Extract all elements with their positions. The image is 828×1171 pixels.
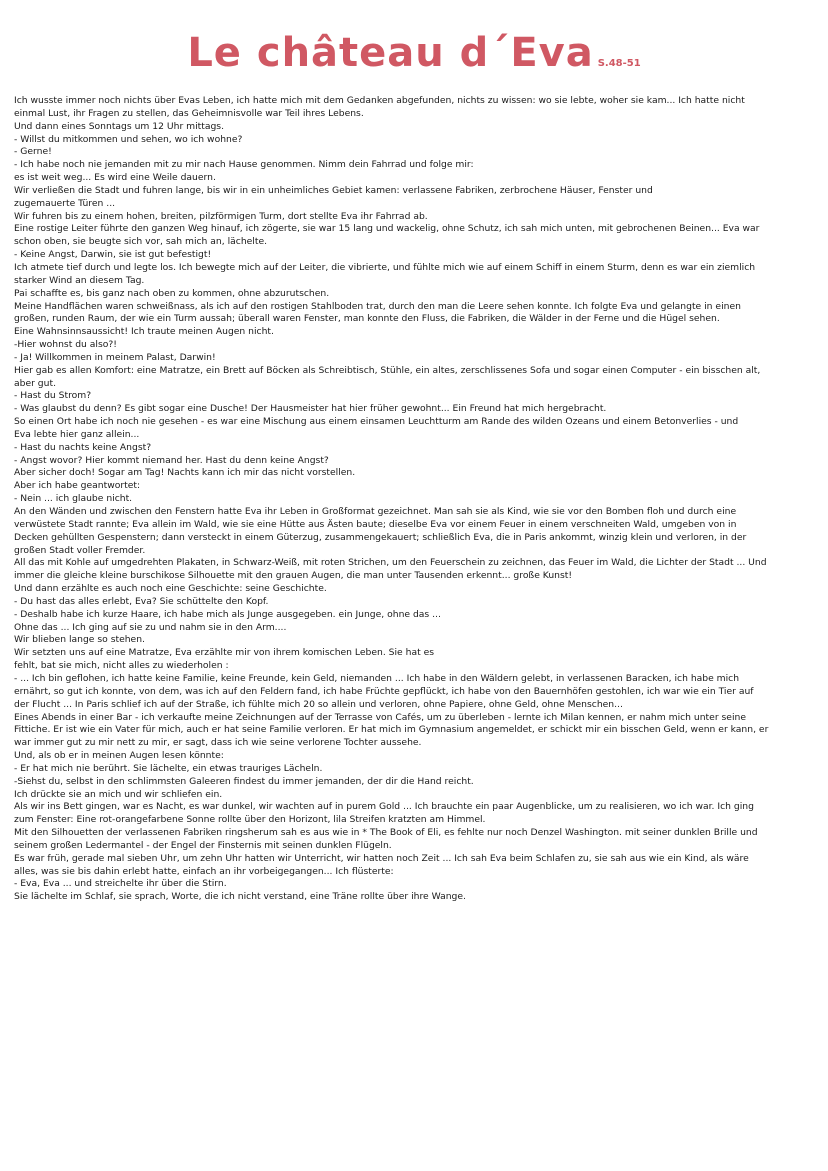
text-line: Decken gehüllten Gespenstern; dann versteckt in einem Güterzug, zusammengekauert; schließlich Eva, die in Paris ankommt, winzig klein und verloren, in der	[14, 531, 747, 543]
text-line: starker Wind an diesem Tag.	[14, 274, 145, 286]
text-line: zugemauerte Türen ...	[14, 197, 116, 209]
text-line: Sie lächelte im Schlaf, sie sprach, Worte, die ich nicht verstand, eine Träne rollte über ihre Wange.	[14, 891, 466, 903]
text-line: immer die gleiche kleine burschikose Silhouette mit den grauen Augen, die man unter Tausenden erkennt... große Kunst!	[14, 570, 573, 582]
text-line: zum Fenster: Eine rot-orangefarbene Sonne rollte über den Horizont, lila Streifen kratzten am Himmel.	[14, 814, 486, 826]
text-line: Ich atmete tief durch und legte los. Ich bewegte mich auf der Leiter, die vibrierte, und fühlte mich wie auf einem Schiff in einem Sturm, denn es war ein ziemlich	[14, 261, 756, 273]
text-line: Als wir ins Bett gingen, war es Nacht, es war dunkel, wir wachten auf in purem Gold ... Ich brauchte ein paar Augenblicke, um zu realisieren, wo ich war. Ich ging	[14, 801, 754, 813]
text-line: Es war früh, gerade mal sieben Uhr, um zehn Uhr hatten wir Unterricht, wir hatten noch Zeit ... Ich sah Eva beim Schlafen zu, sie sah aus wie ein Kind, als wäre	[14, 852, 749, 864]
text-line: großen Stadt voller Fremder.	[14, 544, 146, 556]
text-line: Mit den Silhouetten der verlassenen Fabriken ringsherum sah es aus wie in * The Book of Eli, es fehlte nur noch Denzel Washington. mit seiner dunklen Brille und	[14, 827, 758, 839]
text-line: - Er hat mich nie berührt. Sie lächelte, ein etwas trauriges Lächeln.	[14, 762, 323, 774]
page-title: Le château d´Eva	[187, 30, 594, 76]
text-line: Ich drückte sie an mich und wir schliefen ein.	[14, 788, 223, 800]
text-line: - Eva, Eva ... und streichelte ihr über die Stirn.	[14, 878, 227, 890]
text-line: Und dann eines Sonntags um 12 Uhr mittags.	[14, 120, 225, 132]
text-line: ernährt, so gut ich konnte, von dem, was ich auf den Feldern fand, ich habe Früchte gepflückt, ich habe von den Bauernhöfen gestohlen, ich war wie ein Tier auf	[14, 685, 754, 697]
text-line: - Gerne!	[14, 146, 52, 158]
text-line: Eva lebte hier ganz allein...	[14, 428, 140, 440]
text-line: - Du hast das alles erlebt, Eva? Sie schüttelte den Kopf.	[14, 595, 269, 607]
text-line: -Hier wohnst du also?!	[14, 339, 117, 351]
text-line: Und, als ob er in meinen Augen lesen könnte:	[14, 750, 224, 762]
text-line: Pai schaffte es, bis ganz nach oben zu kommen, ohne abzurutschen.	[14, 287, 330, 299]
text-line: - Hast du Strom?	[14, 390, 92, 402]
text-line: fehlt, bat sie mich, nicht alles zu wiederholen :	[14, 660, 229, 672]
text-line: verwüstete Stadt rannte; Eva allein im Wald, wie sie eine Hütte aus Ästen baute; dieselbe Eva vor einem Feuer in einem verschneiten Wald, umgeben von in	[14, 518, 737, 530]
text-line: Hier gab es allen Komfort: eine Matratze, ein Brett auf Böcken als Schreibtisch, Stühle, ein altes, zerschlissenes Sofa und sogar einen Computer - ein bisschen alt,	[14, 364, 761, 376]
text-line: Ohne das ... Ich ging auf sie zu und nahm sie in den Arm....	[14, 621, 287, 633]
text-line: So einen Ort habe ich noch nie gesehen - es war eine Mischung aus einem einsamen Leuchtturm am Rande des wilden Ozeans und einem Betonverlies - und	[14, 416, 739, 428]
text-line: Eine Wahnsinnsaussicht! Ich traute meinen Augen nicht.	[14, 326, 274, 338]
text-line: der Flucht ... In Paris schlief ich auf der Straße, ich fühlte mich 20 so allein und verloren, ohne Papiere, ohne Geld, ohne Menschen...	[14, 698, 623, 710]
text-line: Aber ich habe geantwortet:	[14, 480, 141, 492]
text-line: schon oben, sie beugte sich vor, sah mich an, lächelte.	[14, 236, 268, 248]
text-line: - Nein ... ich glaube nicht.	[14, 493, 133, 505]
text-line: Aber sicher doch! Sogar am Tag! Nachts kann ich mir das nicht vorstellen.	[14, 467, 356, 479]
text-line: - Ja! Willkommen in meinem Palast, Darwin!	[14, 351, 216, 363]
story-text	[14, 95, 814, 904]
text-line: es ist weit weg... Es wird eine Weile dauern.	[14, 172, 216, 184]
text-line: aber gut.	[14, 377, 56, 389]
text-line: Eine rostige Leiter führte den ganzen Weg hinauf, ich zögerte, sie war 15 lang und wackelig, ohne Schutz, ich sah mich unten, mit gebrochenen Beinen... Eva war	[14, 223, 760, 235]
text-line: - ... Ich bin geflohen, ich hatte keine Familie, keine Freunde, kein Geld, niemanden ... Ich habe in den Wäldern gelebt, in verlassenen Baracken, ich habe mich	[14, 672, 740, 684]
text-line: Und dann erzählte es auch noch eine Geschichte: seine Geschichte.	[14, 583, 327, 595]
page-reference: S.48-51	[597, 58, 641, 69]
text-line: war immer gut zu mir nett zu mir, er sagt, dass ich wie seine verlorene Tochter aussehe.	[14, 737, 422, 749]
text-line: Wir verließen die Stadt und fuhren lange, bis wir in ein unheimliches Gebiet kamen: verlassene Fabriken, zerbrochene Häuser, Fenster und	[14, 184, 653, 196]
text-line: All das mit Kohle auf umgedrehten Plakaten, in Schwarz-Weiß, mit roten Strichen, um den Feuerschein zu zeichnen, das Feuer im Wald, die Lichter der Stadt ... Und	[14, 557, 767, 569]
text-line: alles, was sie bis dahin erlebt hatte, einfach an ihr vorbeigegangen... Ich flüsterte:	[14, 865, 394, 877]
text-line: Meine Handflächen waren schweißnass, als ich auf den rostigen Stahlboden trat, durch den man die Leere sehen konnte. Ich folgte Eva und gelangte in einen	[14, 300, 741, 312]
text-line: An den Wänden und zwischen den Fenstern hatte Eva ihr Leben in Großformat gezeichnet. Man sah sie als Kind, wie sie vor den Bomben floh und durch eine	[14, 506, 737, 517]
title-block	[0, 30, 828, 76]
text-line: -Siehst du, selbst in den schlimmsten Galeeren findest du immer jemanden, der dir die Hand reicht.	[14, 775, 474, 787]
text-line: Wir fuhren bis zu einem hohen, breiten, pilzförmigen Turm, dort stellte Eva ihr Fahrrad ab.	[14, 210, 428, 222]
text-line: Wir blieben lange so stehen.	[14, 634, 145, 646]
text-line: Ich wusste immer noch nichts über Evas Leben, ich hatte mich mit dem Gedanken abgefunden, nichts zu wissen: wo sie lebte, woher sie kam... Ich hatte nicht	[14, 95, 745, 106]
text-line: einmal Lust, ihr Fragen zu stellen, das Geheimnisvolle war Teil ihres Lebens.	[14, 107, 364, 119]
text-line: seinem großen Ledermantel - der Engel der Finsternis mit seinen dunklen Flügeln.	[14, 839, 392, 851]
text-line: - Willst du mitkommen und sehen, wo ich wohne?	[14, 133, 243, 145]
text-line: - Ich habe noch nie jemanden mit zu mir nach Hause genommen. Nimm dein Fahrrad und folge mir:	[14, 159, 474, 171]
text-line: - Was glaubst du denn? Es gibt sogar eine Dusche! Der Hausmeister hat hier früher gewohnt... Ein Freund hat mich hergebracht.	[14, 403, 607, 415]
text-line: Eines Abends in einer Bar - ich verkaufte meine Zeichnungen auf der Terrasse von Cafés, um zu überleben - lernte ich Milan kennen, er nahm mich unter seine	[14, 711, 746, 723]
text-line: - Hast du nachts keine Angst?	[14, 441, 152, 453]
text-line: Wir setzten uns auf eine Matratze, Eva erzählte mir von ihrem komischen Leben. Sie hat es	[14, 647, 435, 659]
text-line: - Keine Angst, Darwin, sie ist gut befestigt!	[14, 249, 212, 261]
text-line: - Deshalb habe ich kurze Haare, ich habe mich als Junge ausgegeben. ein Junge, ohne das ...	[14, 608, 441, 620]
text-line: großen, runden Raum, der wie ein Turm aussah; überall waren Fenster, man konnte den Fluss, die Fabriken, die Wälder in der Ferne und die Hügel sehen.	[14, 313, 720, 325]
text-line: Fittiche. Er ist wie ein Vater für mich, auch er hat seine Familie verloren. Er hat mich im Gymnasium angemeldet, er schickt mir ein bisschen Geld, wenn er kann, er	[14, 724, 769, 736]
text-line: - Angst wovor? Hier kommt niemand her. Hast du denn keine Angst?	[14, 454, 329, 466]
